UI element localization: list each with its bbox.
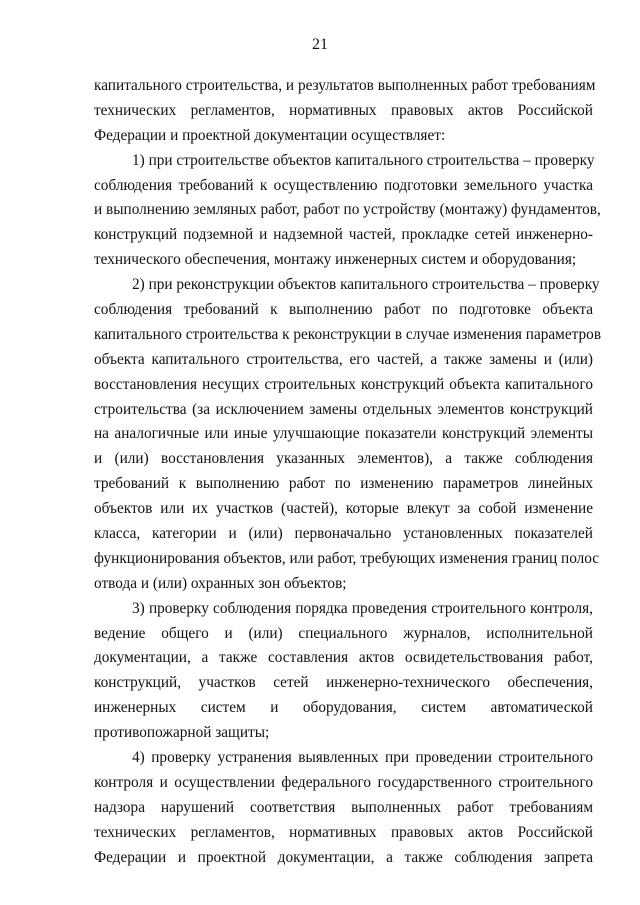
document-body	[94, 74, 602, 871]
text-line: капитального строительства к реконструкции в случае изменения параметров	[94, 325, 602, 343]
text-line: требований к выполнению работ по изменению параметров линейных	[94, 475, 593, 493]
text-line: надзора нарушений соответствия выполненных работ требованиям	[94, 798, 593, 816]
text-line: отвода и (или) охранных зон объектов;	[94, 574, 347, 592]
text-line: 2) при реконструкции объектов капитального строительства – проверку	[132, 276, 600, 294]
text-line: объектов или их участков (частей), которые влекут за собой изменение	[94, 500, 593, 518]
text-line: и выполнению земляных работ, работ по устройству (монтажу) фундаментов,	[94, 201, 601, 219]
text-line: технических регламентов, нормативных правовых актов Российской	[94, 823, 593, 841]
text-line: капитального строительства, и результатов выполненных работ требованиям	[94, 77, 596, 94]
text-line: Федерации и проектной документации осуществляет:	[94, 126, 446, 144]
text-line: конструкций, участков сетей инженерно-технического обеспечения,	[94, 674, 593, 692]
text-line: соблюдения требований к осуществлению подготовки земельного участка	[94, 176, 593, 194]
text-line: функционирования объектов, или работ, требующих изменения границ полос	[94, 549, 600, 567]
text-line: конструкций подземной и надземной частей, прокладке сетей инженерно-	[94, 226, 593, 244]
text-line: и (или) восстановления указанных элементов), а также соблюдения	[94, 450, 593, 468]
text-line: ведение общего и (или) специального журналов, исполнительной	[94, 624, 593, 642]
text-line: объекта капитального строительства, его частей, а также замены и (или)	[94, 350, 593, 368]
text-line: Федерации и проектной документации, а также соблюдения запрета	[94, 848, 593, 866]
text-line: восстановления несущих строительных конструкций объекта капитального	[94, 375, 593, 393]
text-line: соблюдения требований к выполнению работ по подготовке объекта	[94, 301, 593, 319]
text-line: технических регламентов, нормативных правовых актов Российской	[94, 101, 593, 119]
text-line: строительства (за исключением замены отдельных элементов конструкций	[94, 400, 593, 418]
text-line: документации, а также составления актов освидетельствования работ,	[94, 649, 593, 667]
text-line: на аналогичные или иные улучшающие показатели конструкций элементы	[94, 425, 593, 443]
text-line: технического обеспечения, монтажу инженерных систем и оборудования;	[94, 251, 577, 269]
text-line: 3) проверку соблюдения порядка проведения строительного контроля,	[132, 599, 593, 617]
text-line: 4) проверку устранения выявленных при проведении строительного	[132, 749, 593, 767]
page-number: 21	[312, 36, 328, 53]
text-line: класса, категории и (или) первоначально установленных показателей	[94, 525, 593, 543]
text-line: контроля и осуществлении федерального государственного строительного	[94, 773, 593, 791]
text-line: 1) при строительстве объектов капитального строительства – проверку	[132, 151, 595, 169]
text-line: противопожарной защиты;	[94, 724, 270, 742]
text-line: инженерных систем и оборудования, систем автоматической	[94, 699, 593, 717]
